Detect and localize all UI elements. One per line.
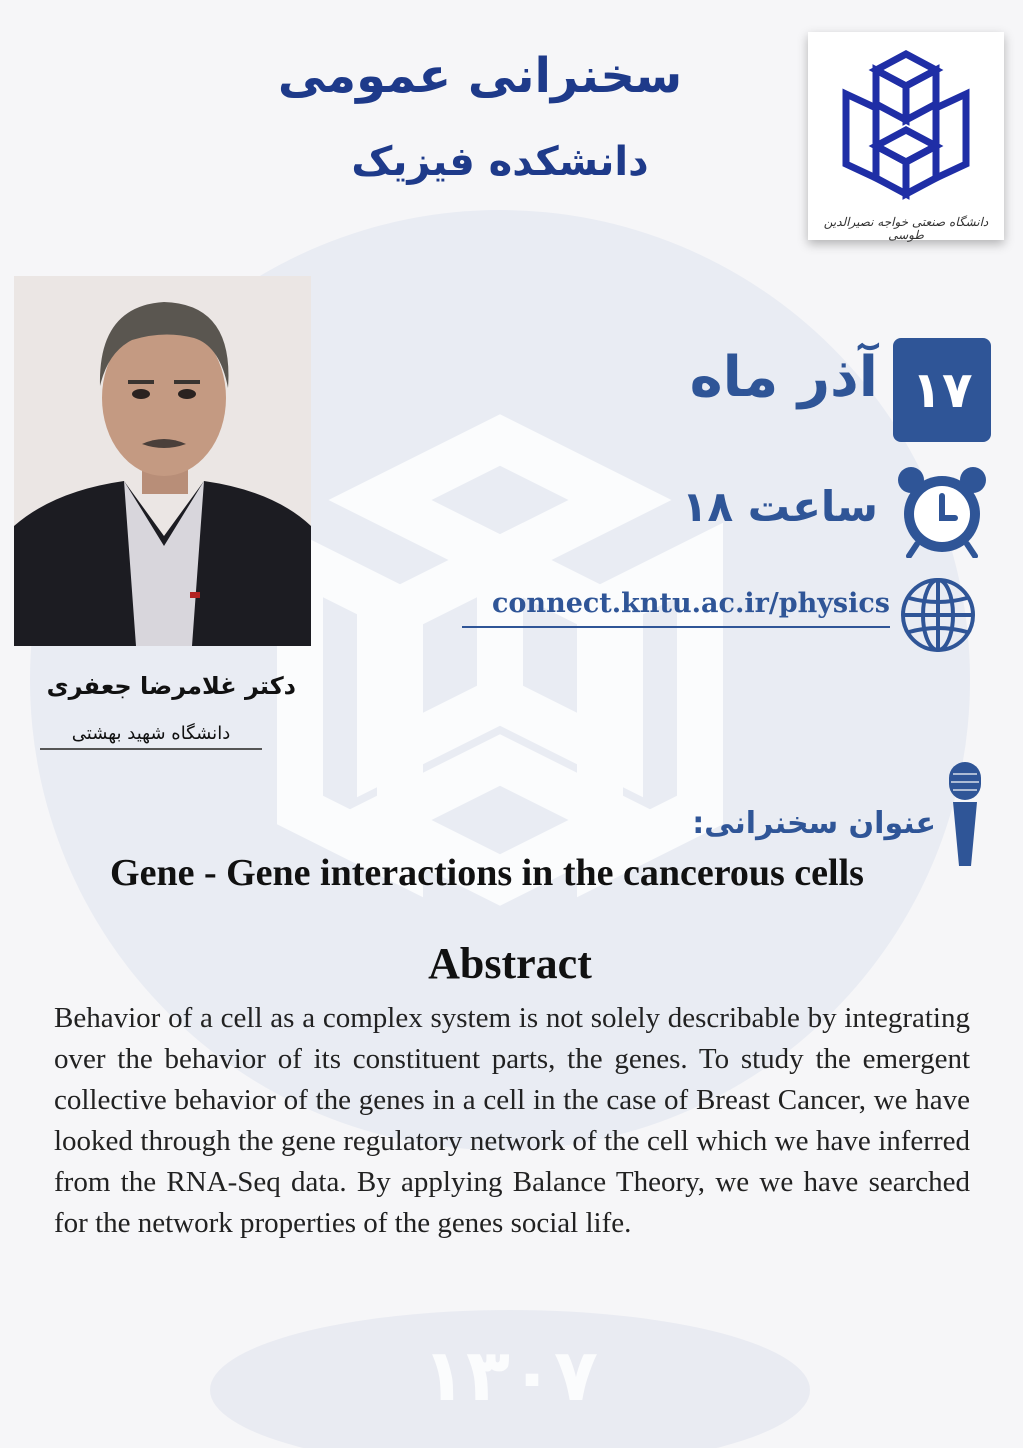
abstract-text: Behavior of a cell as a complex system is not solely describable by integrating over the behavior of its constituent parts, the genes. To study the emergent collective behavior of the genes in a cell in the case of Breast Cancer, we have looked through the gene regulatory network of the cell which we have inferred from the RNA-Seq data. By applying Balance Theory, we we have searched for the network properties of the genes social life.	[54, 1002, 970, 1239]
watermark-year: ۱۳۰۷	[422, 1333, 598, 1417]
globe-icon	[899, 576, 977, 654]
event-time: ساعت ۱۸	[681, 482, 878, 531]
link-underline	[462, 626, 890, 628]
microphone-icon	[947, 760, 983, 868]
date-day-badge: ۱۷	[893, 338, 991, 442]
date-month: آذر ماه	[689, 345, 878, 410]
page-title: سخنرانی عمومی	[277, 48, 683, 104]
abstract-heading: Abstract	[428, 939, 592, 988]
talk-label: عنوان سخنرانی:	[692, 806, 936, 841]
page-subtitle: دانشکده فیزیک	[351, 139, 649, 185]
clock-icon	[895, 464, 989, 558]
speaker-affiliation: دانشگاه شهید بهشتی	[40, 722, 262, 750]
kntu-logo-icon	[838, 46, 974, 206]
speaker-name: دکتر غلامرضا جعفری	[46, 672, 296, 700]
speaker-photo	[14, 276, 311, 646]
event-link[interactable]: connect.kntu.ac.ir/physics	[491, 588, 890, 619]
talk-title: Gene - Gene interactions in the cancerous cells	[110, 852, 864, 894]
university-logo-card	[808, 32, 1004, 243]
logo-caption: دانشگاه صنعتی خواجه نصیرالدین طوسی	[823, 215, 989, 243]
